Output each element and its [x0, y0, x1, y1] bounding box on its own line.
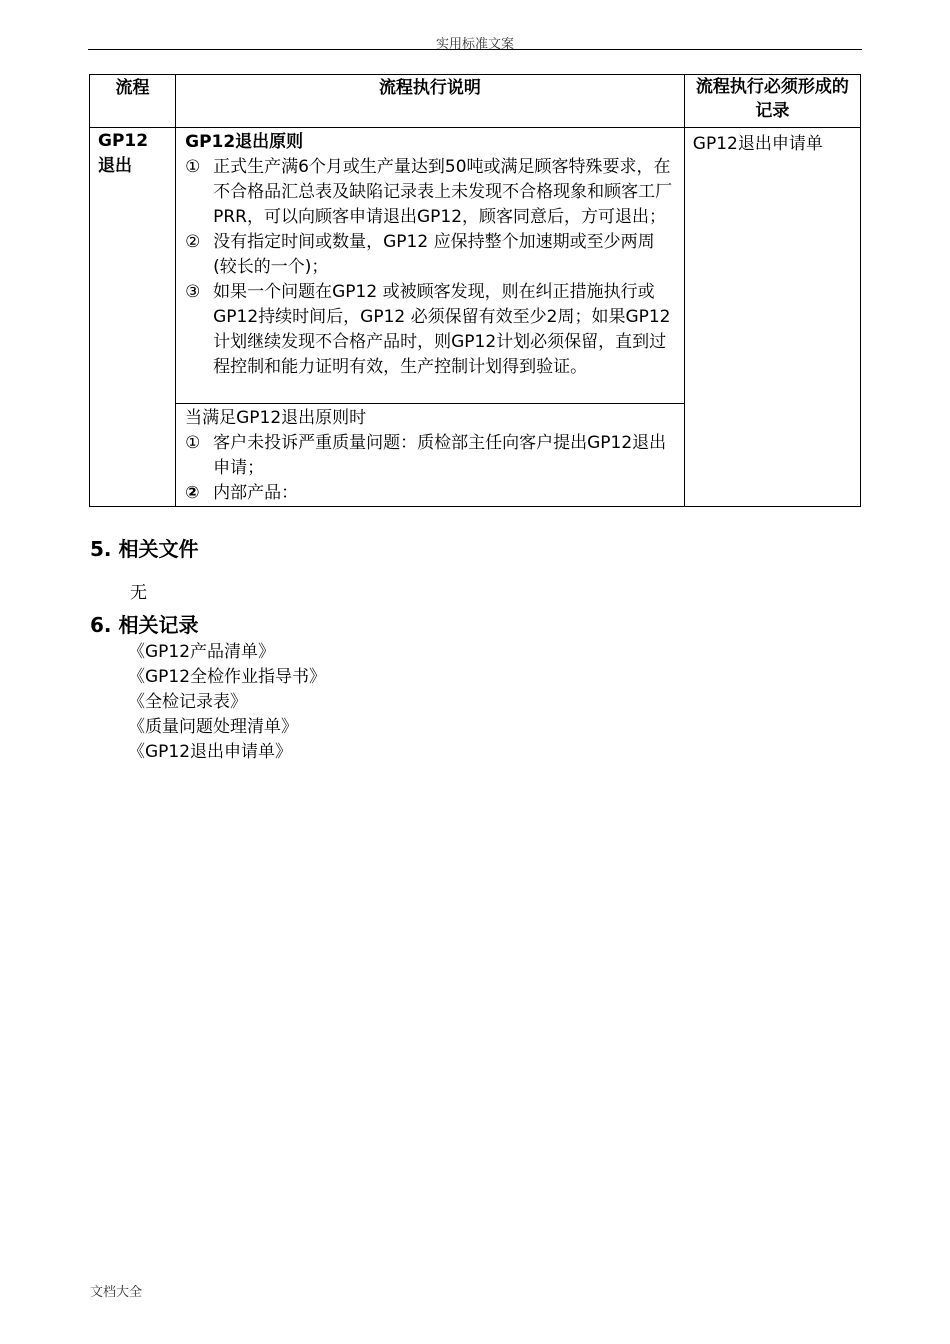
records-list: [128, 640, 326, 765]
table-header-row: [90, 75, 861, 128]
condition-intro: 当满足GP12退出原则时: [185, 408, 367, 428]
stage-cell: [90, 128, 176, 507]
header-records: 流程执行必须形成的记录: [684, 75, 860, 128]
section-6-title: 6. 相关记录: [90, 613, 199, 637]
item-number: ①: [185, 157, 201, 177]
header-divider: [88, 49, 862, 50]
list-item: 《GP12全检作业指导书》: [128, 667, 327, 687]
item-number: ②: [185, 483, 200, 503]
list-item: 《GP12产品清单》: [128, 642, 276, 662]
list-item: 《质量问题处理清单》: [128, 717, 298, 737]
item-number: ②: [185, 232, 201, 252]
item-text: 客户未投诉严重质量问题：质检部主任向客户提出GP12退出申请；: [213, 433, 667, 478]
principle-title: GP12退出原则: [185, 132, 304, 152]
list-item: 《全检记录表》: [128, 692, 247, 712]
list-item: 《GP12退出申请单》: [128, 742, 293, 762]
condition-cell: [176, 404, 685, 507]
section-5-content: 无: [130, 583, 147, 603]
list-item: [185, 280, 676, 380]
item-text: 内部产品：: [213, 483, 299, 503]
list-item: [185, 481, 676, 506]
process-table: [89, 74, 861, 507]
stage-label-line1: GP12: [98, 131, 149, 151]
record-cell: GP12退出申请单: [684, 128, 860, 507]
list-item: [185, 155, 676, 230]
table-row: [90, 128, 861, 404]
item-text: 没有指定时间或数量，GP12 应保持整个加速期或至少两周(较长的一个)；: [213, 232, 655, 277]
page-header: 实用标准文案: [435, 37, 514, 52]
section-5-title: 5. 相关文件: [90, 537, 199, 561]
item-text: 如果一个问题在GP12 或被顾客发现，则在纠正措施执行或GP12持续时间后，GP12 必须保留有效至少2周；如果GP12 计划继续发现不合格产品时，则GP12计划必须保留，直到过程控制和能力证明有效，生产控制计划得到验证。: [213, 282, 671, 377]
page-footer: 文档大全: [90, 1285, 143, 1300]
header-description: 流程执行说明: [176, 75, 685, 128]
item-number: ①: [185, 433, 201, 453]
principle-cell: [176, 128, 685, 404]
stage-label-line2: 退出: [98, 156, 132, 176]
item-number: ③: [185, 282, 201, 302]
list-item: [185, 431, 676, 481]
item-text: 正式生产满6个月或生产量达到50吨或满足顾客特殊要求，在不合格品汇总表及缺陷记录表上未发现不合格现象和顾客工厂PRR，可以向顾客申请退出GP12，顾客同意后，方可退出；: [213, 157, 673, 227]
header-stage: 流程: [90, 75, 176, 128]
list-item: [185, 230, 676, 280]
